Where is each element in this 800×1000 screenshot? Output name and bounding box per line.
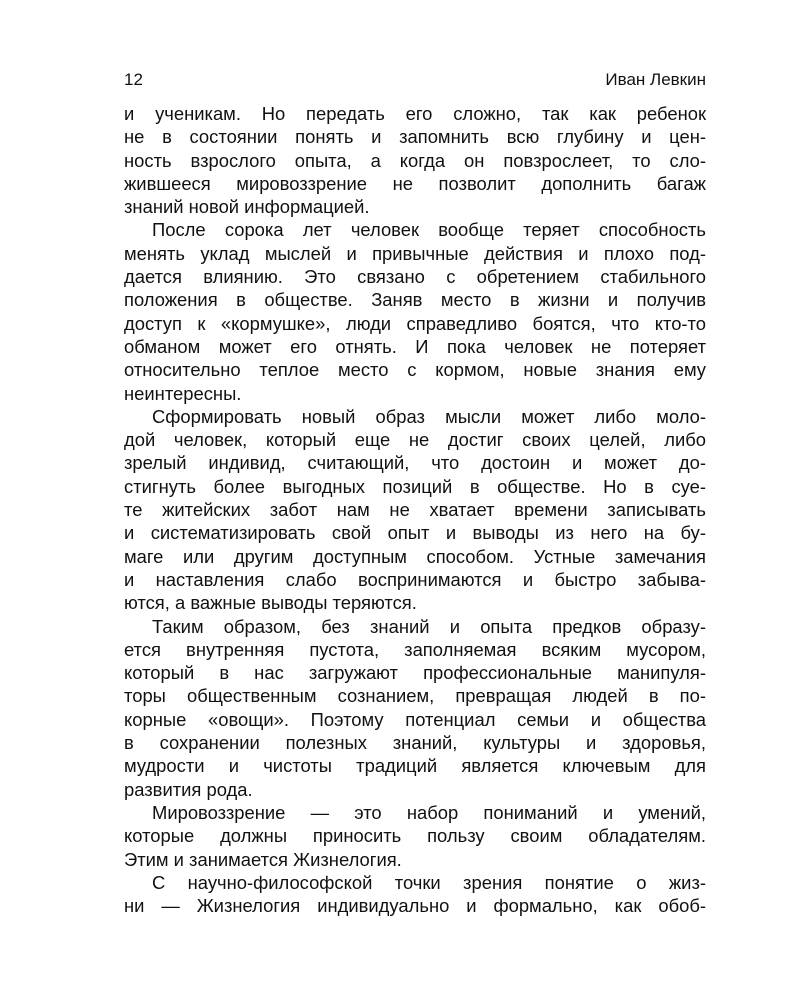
text-line: который в нас загружают профессиональные манипуля- <box>124 662 706 684</box>
text-line: менять уклад мыслей и привычные действия и плохо под- <box>124 242 706 264</box>
running-head-author: Иван Левкин <box>605 70 706 89</box>
text-line: неинтересны. <box>124 382 242 404</box>
text-line: торы общественным сознанием, превращая людей в по- <box>124 685 706 707</box>
text-line: доступ к «кормушке», люди справедливо боятся, что кто-то <box>124 312 706 334</box>
text-line: и наставления слабо воспринимаются и быстро забыва- <box>124 568 706 590</box>
text-line: и ученикам. Но передать его сложно, так как ребенок <box>124 103 706 124</box>
text-line: корные «овощи». Поэтому потенциал семьи и общества <box>124 708 706 730</box>
text-line: в сохранении полезных знаний, культуры и здоровья, <box>124 732 706 754</box>
text-line: дой человек, который еще не достиг своих целей, либо <box>124 429 706 451</box>
text-line: После сорока лет человек вообще теряет способность <box>152 219 706 241</box>
text-line: мудрости и чистоты традиций является ключевым для <box>124 755 706 777</box>
text-line: знаний новой информацией. <box>124 196 370 218</box>
text-line: которые должны приносить пользу своим обладателям. <box>124 825 706 847</box>
text-line: ность взрослого опыта, а когда он повзрослеет, то сло- <box>124 149 706 171</box>
text-line: жившееся мировоззрение не позволит дополнить багаж <box>124 172 706 194</box>
text-line: относительно теплое место с кормом, новые знания ему <box>124 359 706 381</box>
text-line: те житейских забот нам не хватает времени записывать <box>124 499 706 521</box>
page-number: 12 <box>124 70 143 89</box>
text-line: ются, а важные выводы теряются. <box>124 592 417 614</box>
text-line: дается влиянию. Это связано с обретением стабильного <box>124 266 706 288</box>
text-line: Мировоззрение — это набор пониманий и умений, <box>152 801 706 823</box>
page-header <box>124 70 706 94</box>
text-line: зрелый индивид, считающий, что достоин и может до- <box>124 452 706 474</box>
text-line: Сформировать новый образ мысли может либо моло- <box>152 405 706 427</box>
text-line: ни — Жизнелогия индивидуально и формально, как обоб- <box>124 895 706 917</box>
text-line: маге или другим доступным способом. Устные замечания <box>124 545 706 567</box>
text-line: развития рода. <box>124 778 253 800</box>
text-line: Этим и занимается Жизнелогия. <box>124 848 402 870</box>
body-text <box>124 102 706 917</box>
text-line: С научно-философской точки зрения понятие о жиз- <box>152 871 706 893</box>
text-line: положения в обществе. Заняв место в жизни и получив <box>124 289 706 311</box>
text-line: ется внутренняя пустота, заполняемая всяким мусором, <box>124 638 706 660</box>
text-line: стигнуть более выгодных позиций в обществе. Но в суе- <box>124 475 706 497</box>
text-line: Таким образом, без знаний и опыта предков образу- <box>152 615 706 637</box>
text-line: и систематизировать свой опыт и выводы из него на бу- <box>124 522 706 544</box>
text-line: обманом может его отнять. И пока человек не потеряет <box>124 335 706 357</box>
text-line: не в состоянии понять и запомнить всю глубину и цен- <box>124 126 706 148</box>
